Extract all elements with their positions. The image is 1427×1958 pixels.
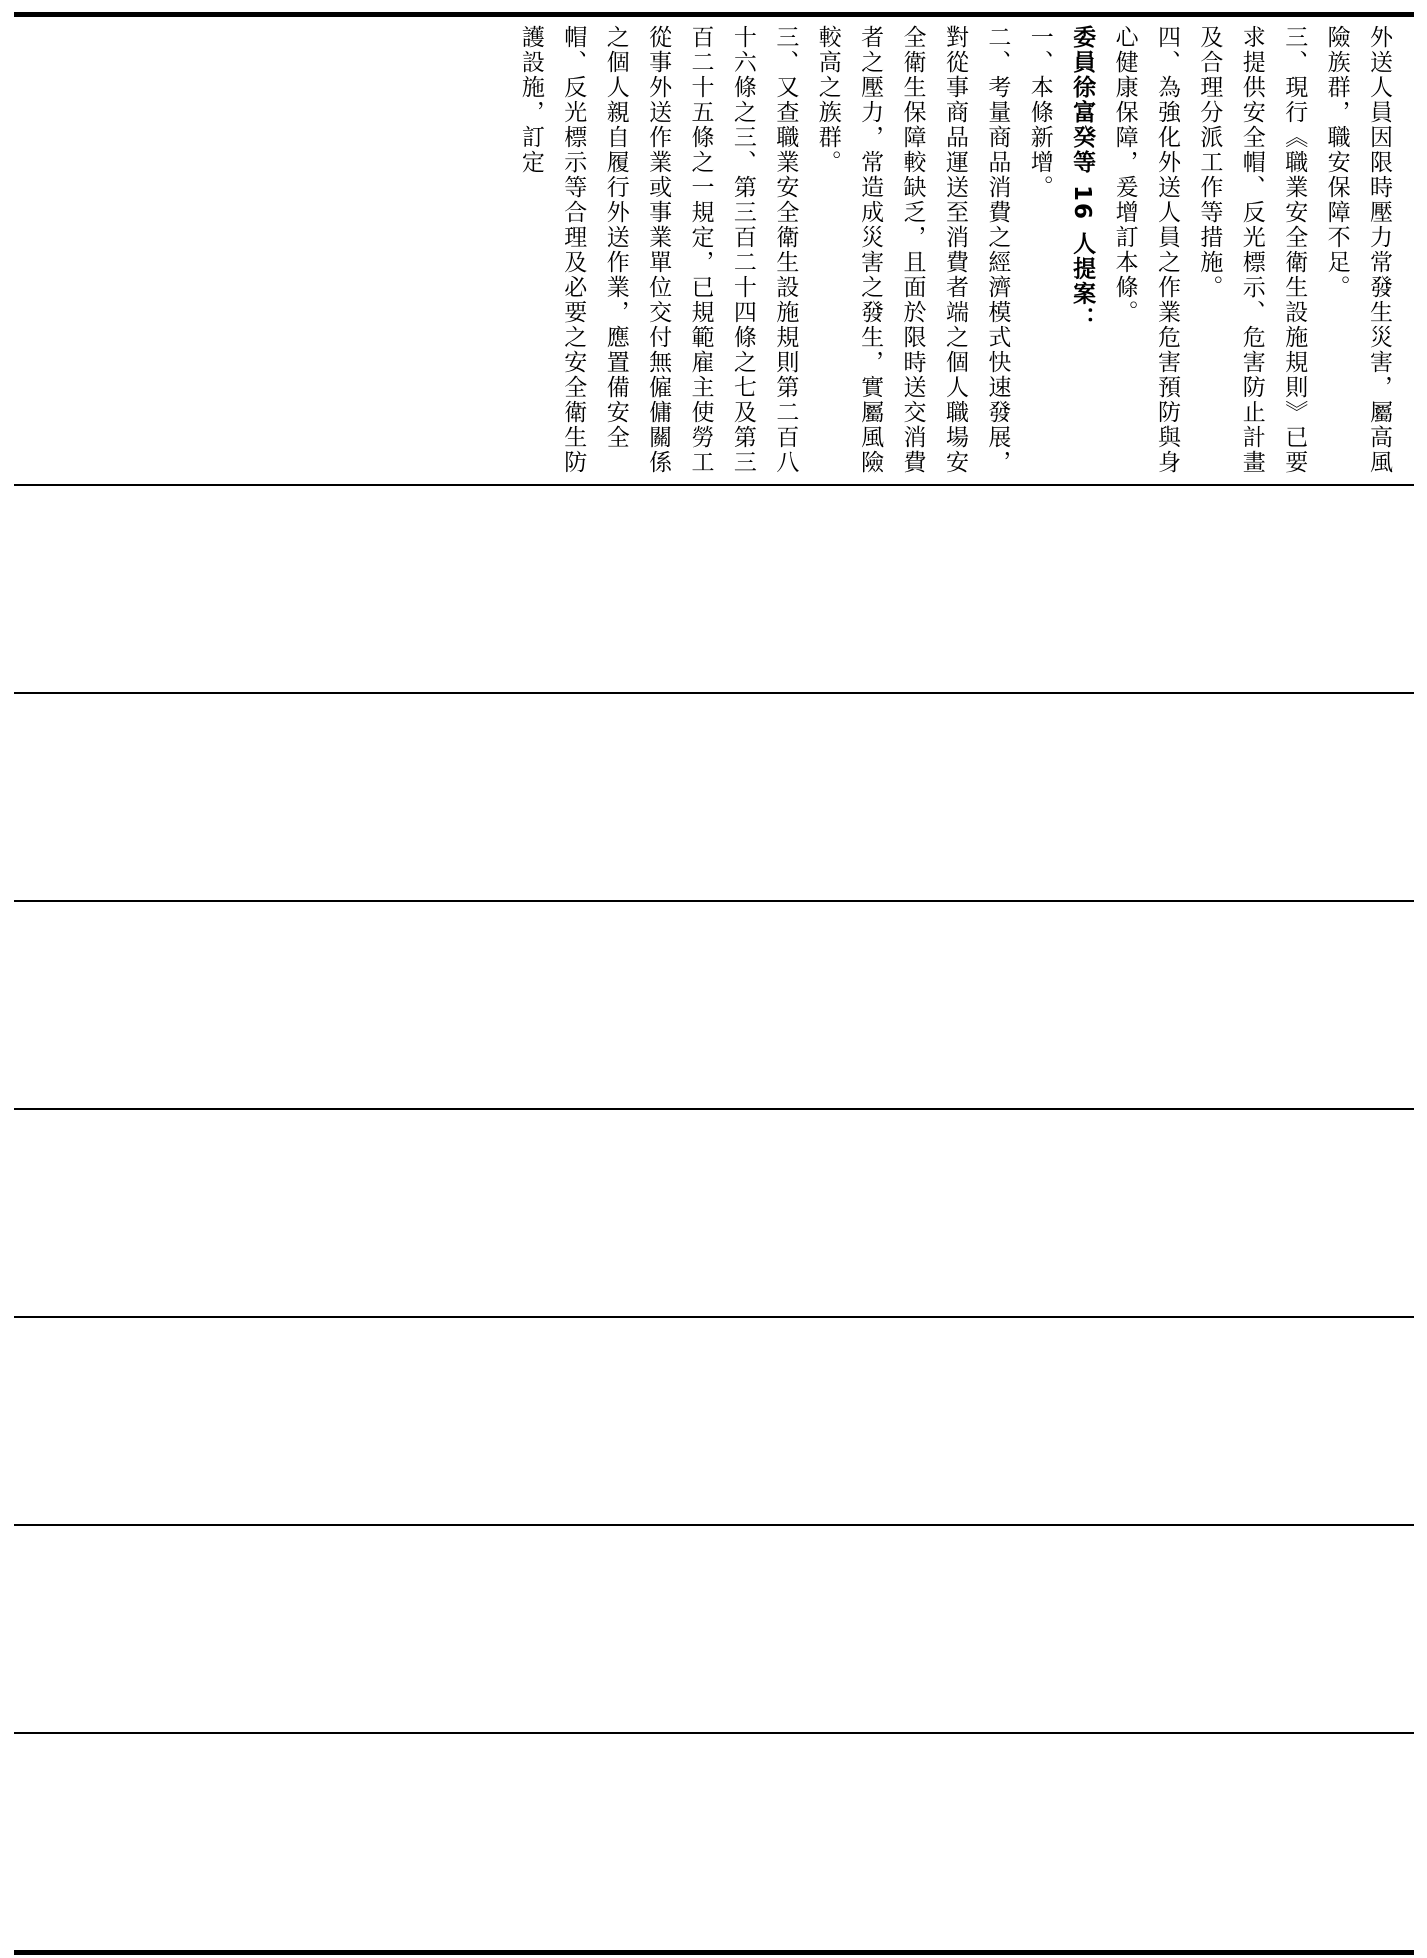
continued-item: 外送人員因限時壓力常發生災害，屬高風險族群，職安保障不足。 bbox=[1323, 25, 1392, 475]
row-divider bbox=[14, 1732, 1414, 1734]
row-divider bbox=[14, 1524, 1414, 1526]
row-divider bbox=[14, 484, 1414, 486]
proposal-item-1: 一、本條新增。 bbox=[1026, 25, 1053, 200]
row-divider bbox=[14, 1108, 1414, 1110]
proposal-item-2: 二、考量商品消費之經濟模式快速發展，對從事商品運送至消費者端之個人職場安全衛生保障較缺乏，且面於限時送交消費者之壓力，常造成災害之發生，實屬風險較高之族群。 bbox=[814, 25, 1011, 475]
item-4: 四、為強化外送人員之作業危害預防與身心健康保障，爰增訂本條。 bbox=[1111, 25, 1180, 475]
notes-text-block bbox=[509, 17, 1414, 485]
row-divider bbox=[14, 900, 1414, 902]
proposal-item-3: 三、又查職業安全衛生設施規則第二百八十六條之三、第三百二十四條之七及第三百二十五條之一規定，已規範雇主使勞工從事外送作業或事業單位交付無僱傭關係之個人親自履行外送作業，應置備安全帽、反光標示等合理及必要之安全衛生防護設施，訂定 bbox=[517, 25, 799, 475]
proposer-heading: 委員徐富癸等 16 人提案： bbox=[1069, 25, 1096, 332]
row-divider bbox=[14, 1316, 1414, 1318]
notes-column bbox=[14, 17, 1414, 487]
item-3: 三、現行《職業安全衛生設施規則》已要求提供安全帽、反光標示、危害防止計畫及合理分派工作等措施。 bbox=[1196, 25, 1308, 475]
bottom-rule bbox=[14, 1950, 1414, 1955]
row-divider bbox=[14, 692, 1414, 694]
